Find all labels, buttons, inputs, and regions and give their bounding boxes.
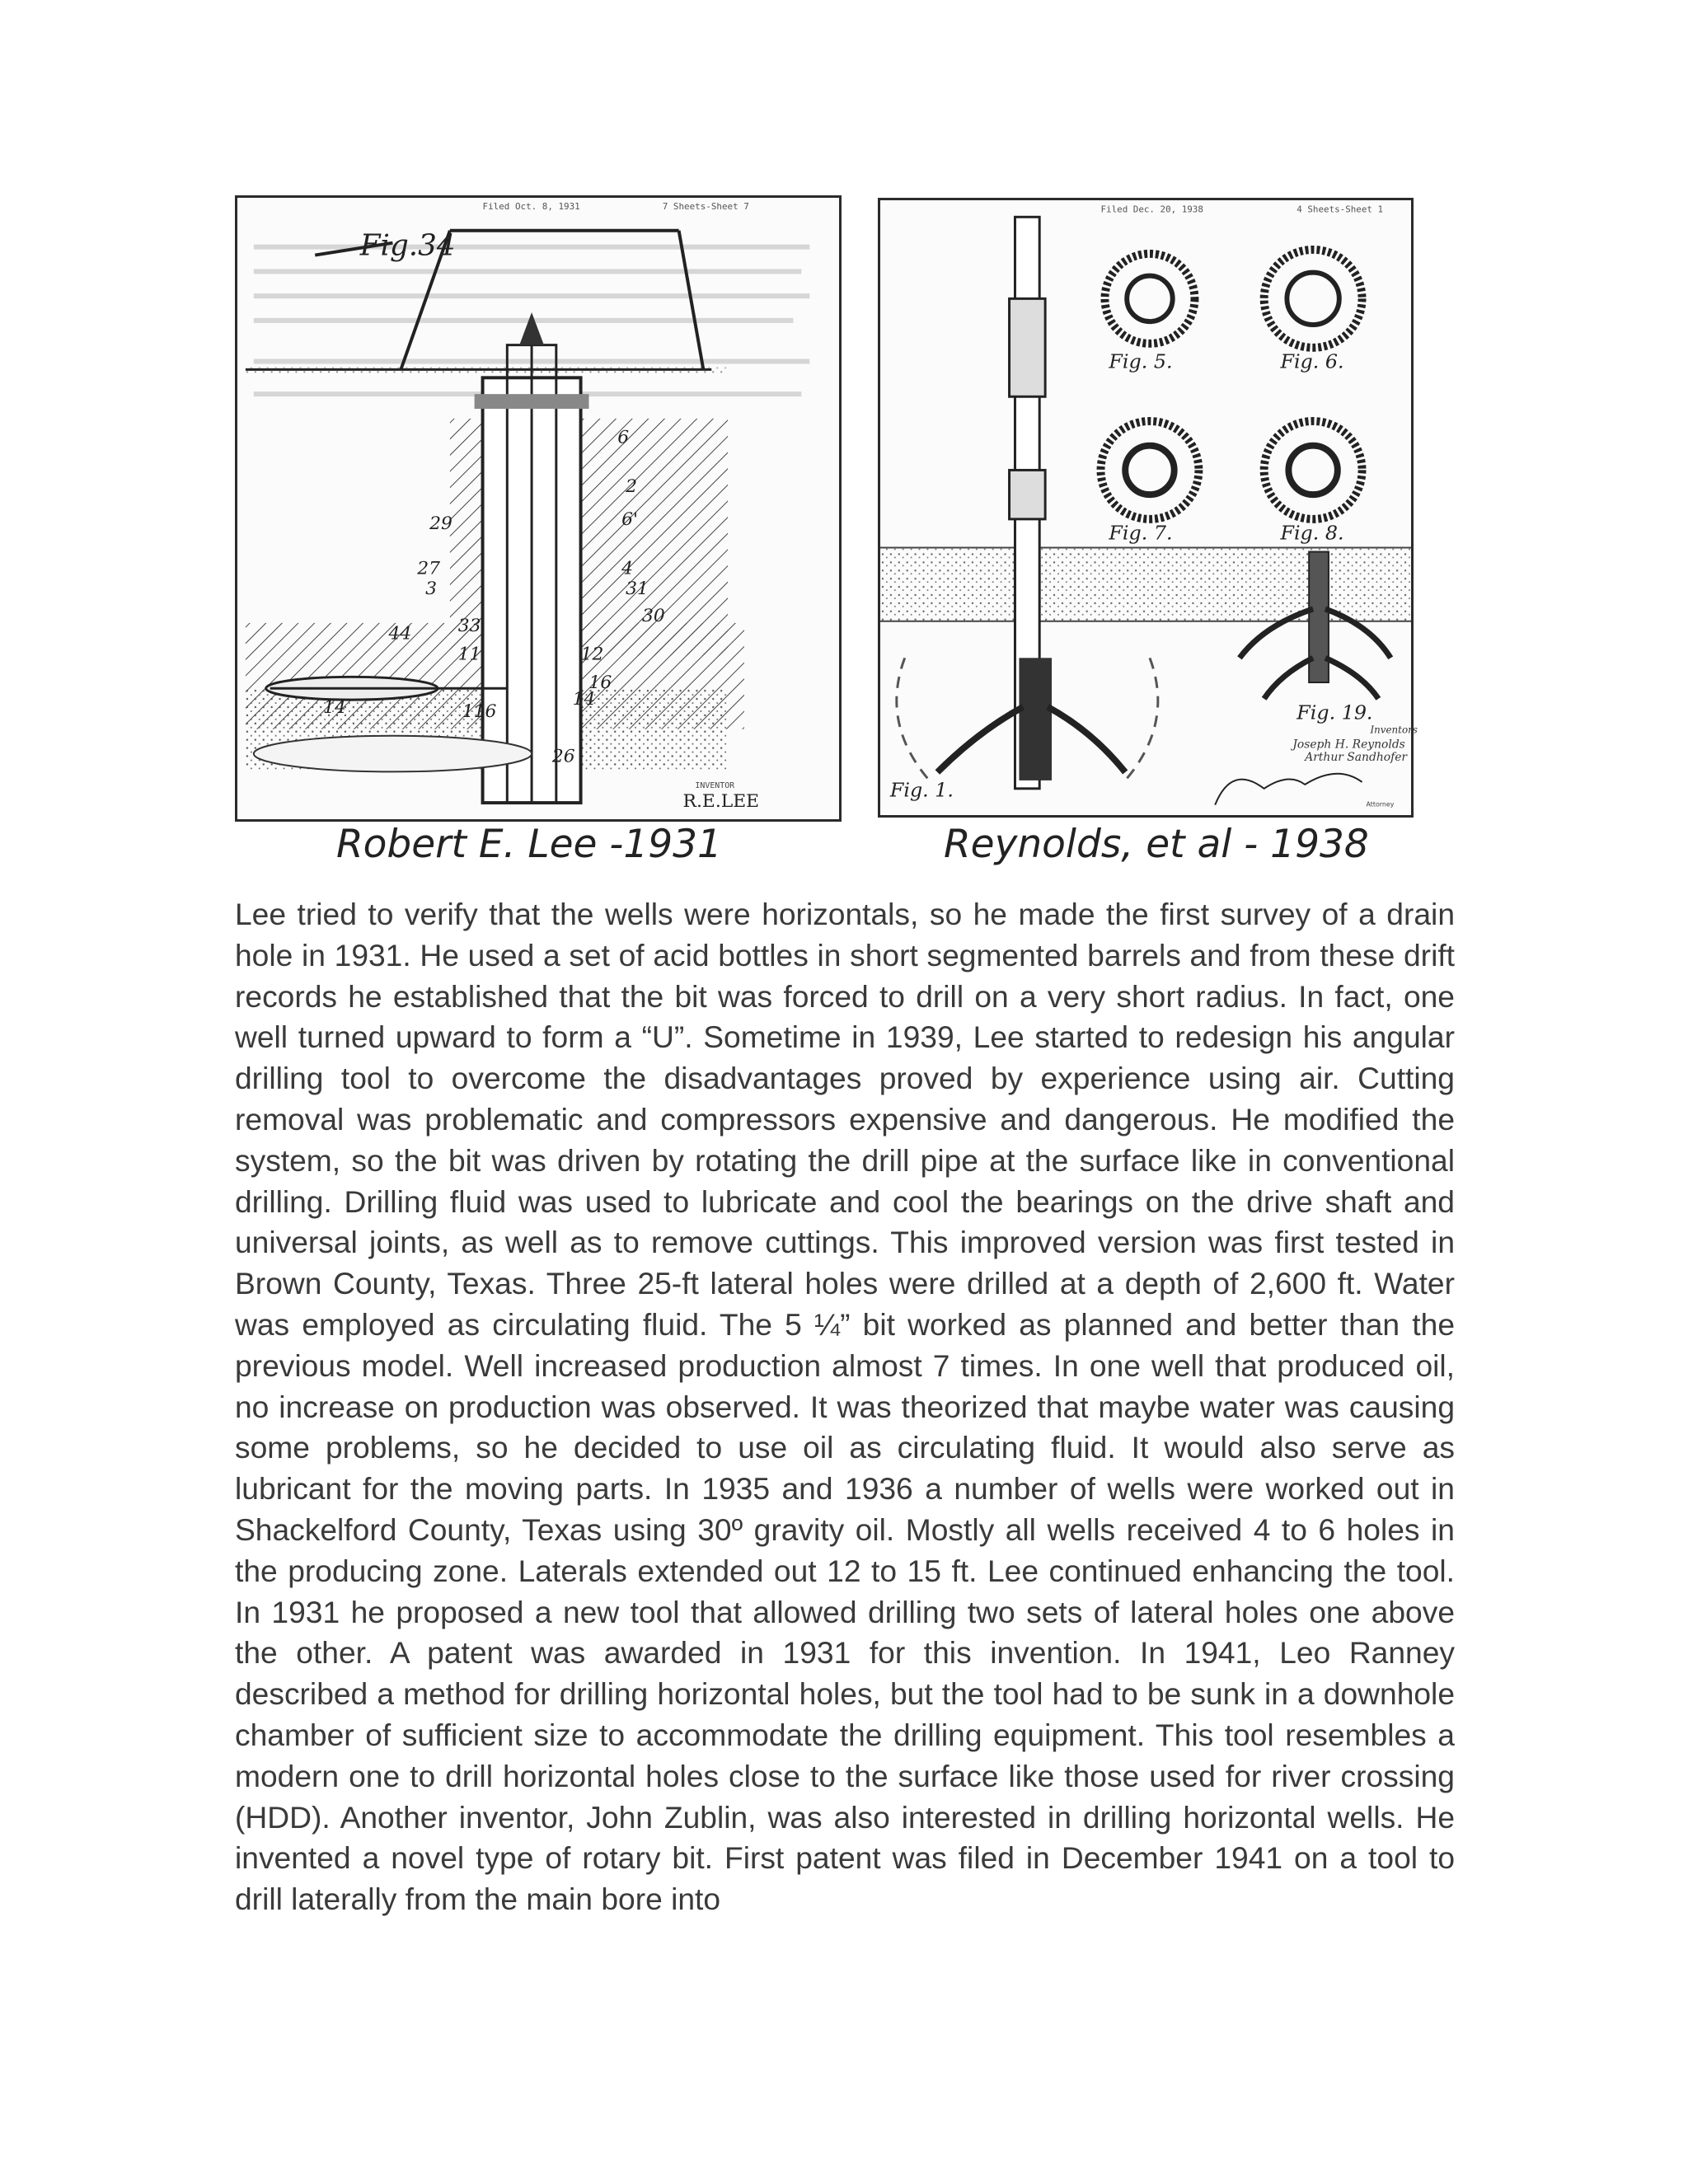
attorney-signature <box>1215 774 1362 805</box>
lee-header-left: Filed Oct. 8, 1931 <box>482 200 580 212</box>
svg-text:6': 6' <box>621 509 639 530</box>
lee-inventor-label: INVENTOR <box>695 781 735 791</box>
svg-text:30: 30 <box>641 605 665 626</box>
svg-text:44: 44 <box>388 623 412 644</box>
lee-figure-caption: Robert E. Lee -1931 <box>336 822 722 867</box>
svg-text:116: 116 <box>462 701 497 722</box>
svg-text:11: 11 <box>457 644 481 665</box>
svg-text:26: 26 <box>551 746 575 767</box>
svg-text:27: 27 <box>417 558 440 579</box>
svg-text:31: 31 <box>626 579 649 600</box>
svg-text:14: 14 <box>323 696 346 718</box>
lee-fig-label: Fig.34 <box>359 228 456 263</box>
lee-patent-figure <box>235 195 842 822</box>
svg-text:2: 2 <box>626 476 638 498</box>
reynolds-inventor-1: Joseph H. Reynolds <box>1292 738 1405 752</box>
svg-text:33: 33 <box>457 615 481 636</box>
reynolds-fig19-label: Fig. 19. <box>1296 701 1373 724</box>
reynolds-patent-drawing <box>880 200 1418 815</box>
svg-text:14: 14 <box>572 689 596 710</box>
lee-patent-drawing <box>237 198 839 819</box>
reynolds-fig6-label: Fig. 6. <box>1280 349 1344 373</box>
reynolds-fig5-label: Fig. 5. <box>1109 349 1173 373</box>
lee-header-right: 7 Sheets-Sheet 7 <box>662 200 749 212</box>
reynolds-inventors-label: Inventors <box>1370 724 1418 736</box>
svg-text:16: 16 <box>588 673 612 694</box>
svg-text:12: 12 <box>580 644 604 665</box>
reynolds-inventor-2: Arthur Sandhofer <box>1305 751 1408 765</box>
reynolds-fig8-label: Fig. 8. <box>1280 521 1344 545</box>
reynolds-attorney-label: Attorney <box>1366 800 1395 808</box>
reynolds-patent-figure <box>878 198 1418 818</box>
lee-inventor-name: R.E.LEE <box>682 791 760 813</box>
reynolds-header-left: Filed Dec. 20, 1938 <box>1100 204 1203 215</box>
svg-text:29: 29 <box>429 513 452 534</box>
reynolds-fig1-label: Fig. 1. <box>889 778 954 802</box>
reynolds-header-right: 4 Sheets-Sheet 1 <box>1296 204 1384 215</box>
svg-text:4: 4 <box>621 558 634 579</box>
svg-text:6: 6 <box>617 427 630 448</box>
svg-text:3: 3 <box>425 579 438 600</box>
body-paragraph: Lee tried to verify that the wells were horizontals, so he made the first survey of a drain hole in 1931. He used a set of acid bottles in short segmented barrels and from these drift records he established that the bit was forced to drill on a very short radius. In fact, one well turned upward to form a “U”. Sometime in 1939, Lee started to redesign his angular drilling tool to overcome the disadvantages proved by experience using air. Cutting removal was problematic and compressors expensive and dangerous. He modified the system, so the bit was driven by rotating the drill pipe at the surface like in conventional drilling. Drilling fluid was used to lubricate and cool the bearings on the drive shaft and universal joints, as well as to remove cuttings. This improved version was first tested in Brown County, Texas. Three 25-ft lateral holes were drilled at a depth of 2,600 ft. Water was employed as circulating fluid. The 5 ¼” bit worked as planned and better than the previous model. Well increased production almost 7 times. In one well that produced oil, no increase on production was observed. It was theorized that maybe water was causing some problems, so he decided to use oil as circulating fluid. It would also serve as lubricant for the moving parts. In 1935 and 1936 a number of wells were worked out in Shackelford County, Texas using 30º gravity oil. Mostly all wells received 4 to 6 holes in the producing zone. Laterals extended out 12 to 15 ft. Lee continued enhancing the tool. In 1931 he proposed a new tool that allowed drilling two sets of lateral holes one above the other. A patent was awarded in 1931 for this invention. In 1941, Leo Ranney described a method for drilling horizontal holes, but the tool had to be sunk in a downhole chamber of sufficient size to accommodate the drilling equipment. This tool resembles a modern one to drill horizontal holes close to the surface like those used for river crossing (HDD). Another inventor, John Zublin, was also interested in drilling horizontal wells. He invented a novel type of rotary bit. First patent was filed in December 1941 on a tool to drill laterally from the main bore into <box>235 897 1455 1917</box>
reynolds-fig7-label: Fig. 7. <box>1109 521 1173 545</box>
reynolds-figure-caption: Reynolds, et al - 1938 <box>944 822 1369 867</box>
